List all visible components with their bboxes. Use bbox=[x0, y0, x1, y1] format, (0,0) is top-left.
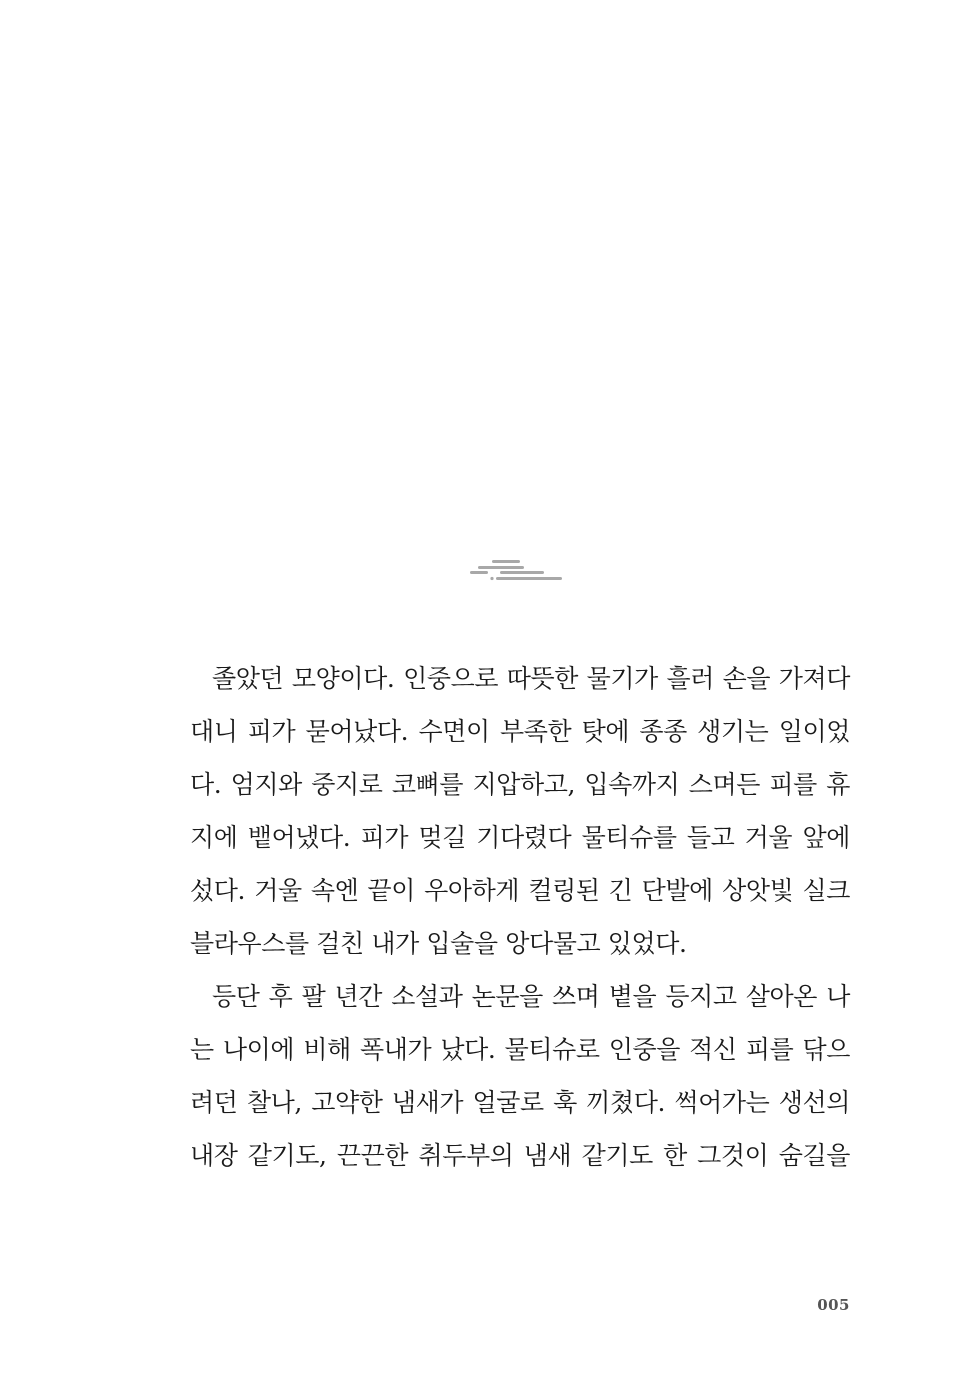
page-number: 005 bbox=[817, 1296, 850, 1314]
paragraph bbox=[190, 652, 850, 970]
cloud-divider-icon bbox=[470, 558, 564, 584]
text-line: 블라우스를 걸친 내가 입술을 앙다물고 있었다. bbox=[190, 929, 687, 958]
text-line: 려던 찰나, 고약한 냄새가 얼굴로 훅 끼쳤다. 썩어가는 생선의 bbox=[190, 1088, 850, 1117]
text-line: 대니 피가 묻어났다. 수면이 부족한 탓에 종종 생기는 일이었 bbox=[190, 717, 850, 746]
text-line: 지에 뱉어냈다. 피가 멎길 기다렸다 물티슈를 들고 거울 앞에 bbox=[190, 823, 850, 852]
text-line: 섰다. 거울 속엔 끝이 우아하게 컬링된 긴 단발에 상앗빛 실크 bbox=[190, 876, 850, 905]
text-line: 졸았던 모양이다. 인중으로 따뜻한 물기가 흘러 손을 가져다 bbox=[212, 664, 850, 693]
paragraph bbox=[190, 970, 850, 1182]
text-line: 는 나이에 비해 폭내가 났다. 물티슈로 인중을 적신 피를 닦으 bbox=[190, 1035, 850, 1064]
body-text bbox=[190, 652, 850, 1182]
text-line: 등단 후 팔 년간 소설과 논문을 쓰며 볕을 등지고 살아온 나 bbox=[212, 982, 850, 1011]
text-line: 내장 같기도, 끈끈한 취두부의 냄새 같기도 한 그것이 숨길을 bbox=[190, 1141, 850, 1170]
text-line: 다. 엄지와 중지로 코뼈를 지압하고, 입속까지 스며든 피를 휴 bbox=[190, 770, 850, 799]
